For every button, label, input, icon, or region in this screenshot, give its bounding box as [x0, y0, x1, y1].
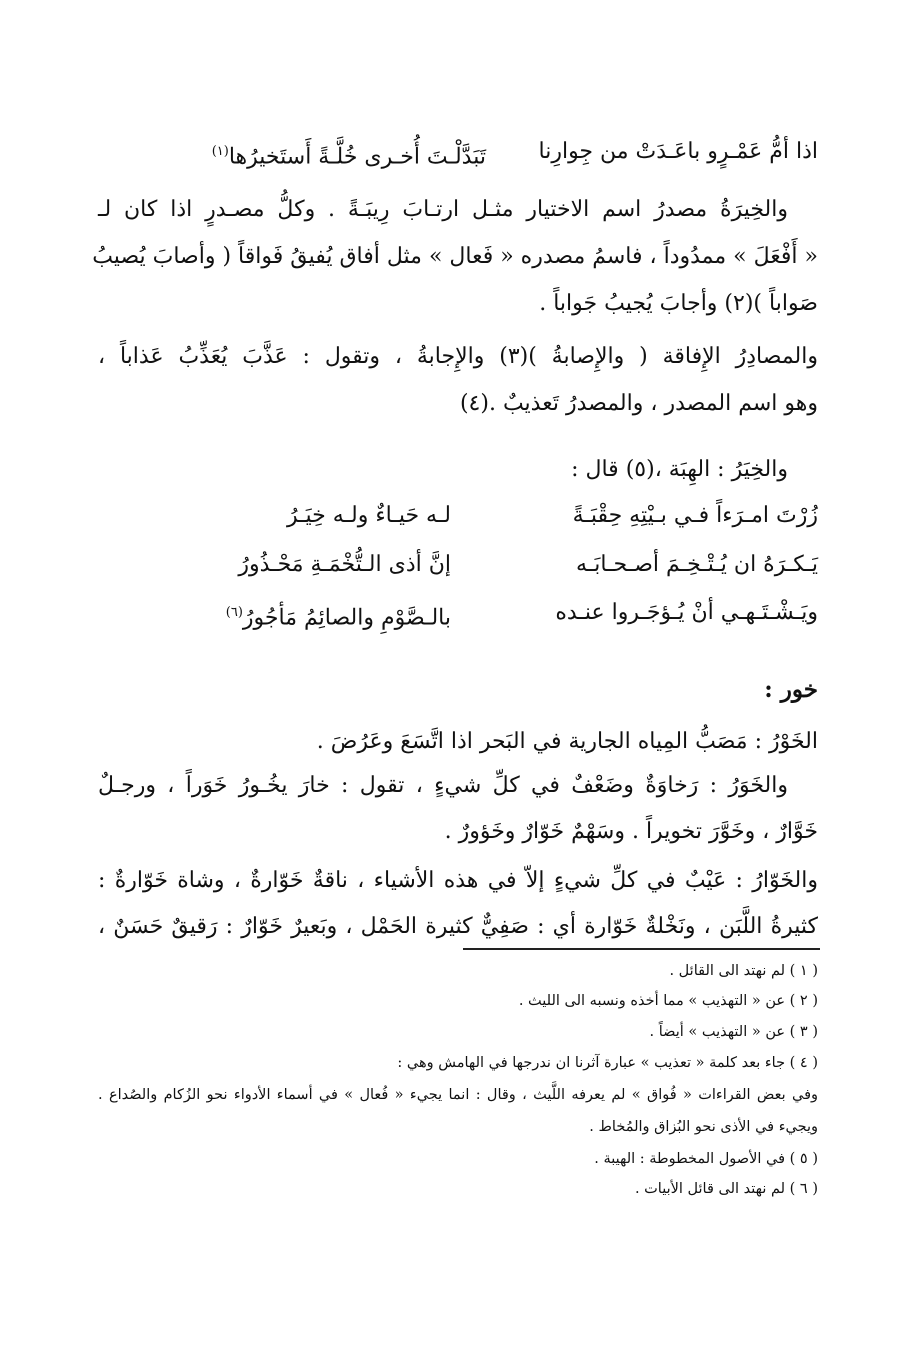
footnote: ( ١ ) لم نهتد الى القائل .: [669, 963, 818, 979]
poem-hemistich-first: يَـكـرَهُ ان يُـتْـخِـمَ أصـحـابَـه: [576, 552, 818, 577]
paragraph-line: صَواباً )(٢) وأجابَ يُجيبُ جَواباً .: [539, 291, 818, 316]
footnote: ( ٢ ) عن « التهذيب » مما أخذه ونسبه الى الليث .: [518, 993, 818, 1009]
opening-verse-first-hemistich: اذا أمُّ عَمْـرٍو باعَـدَتْ من جِوارِنا: [538, 139, 818, 164]
poem-hemistich-second: لـه حَيـاءٌ ولـه خِيَـرُ: [286, 503, 451, 528]
entry-line: خَوَّارٌ ، وخَوَّرَ تخويراً . وسَهْمٌ خَوّارٌ وخَؤورٌ .: [444, 819, 818, 844]
footnote: ( ٣ ) عن « التهذيب » أيضاً .: [649, 1024, 818, 1040]
paragraph-line: والخِيرَةُ مصدرُ اسم الاختيار مثـل ارتـابَ رِيبَـةً . وكلُّ مصـدرٍ اذا كان لـ: [98, 197, 788, 222]
entry-line: كثيرةُ اللَّبَن ، ونَخْلةٌ خَوّارة أي : صَفِيٌّ كثيرة الحَمْل ، وبَعيرٌ خَوّارٌ : رَقيقٌ حَسَنٌ ،: [98, 914, 818, 939]
footnote-continuation: وفي بعض القراءات « فُواق » لم يعرفه اللَّيث ، وقال : انما يجيء « فُعال » في أسماء الأدواء نحو الزُكام والصُداع .: [98, 1087, 818, 1103]
entry-heading: خور :: [764, 676, 818, 703]
paragraph-line: والخِيَرُ : الهِبَة ،(٥) قال :: [571, 457, 788, 482]
footnote: ( ٥ ) في الأصول المخطوطة : الهيبة .: [594, 1151, 818, 1167]
paragraph-line: والمصادِرُ الإِفاقة ( والإِصابةُ )(٣) والإِجابةُ ، وتقول : عَذَّبَ يُعَذِّبُ عَذاباً ،: [98, 344, 818, 369]
opening-verse-second-hemistich: تَبَدَّلْـتَ أُخـرى خُلَّـةً أَستَخيرُها$^{(١)}$: [211, 144, 486, 170]
footnote-ref: (٦): [225, 605, 243, 620]
poem-hemistich-first: زُرْتَ امـرَءاً فـي بـيْتِهِ حِقْبَـةً: [572, 503, 818, 528]
footnote-ref: (١): [211, 144, 229, 159]
poem-hemistich-second: بالـصَّوْمِ والصائِمُ مَأجُورُ$^{(٦)}$: [225, 605, 451, 631]
footnote: ( ٤ ) جاء بعد كلمة « تعذيب » عبارة آثرنا ان ندرجها في الهامش وهي :: [397, 1055, 818, 1071]
entry-line: والخَوَرُ : رَخاوَةٌ وضَعْفٌ في كلِّ شيءٍ ، تقول : خارَ يخُـورُ خَوَراً ، ورجـلٌ: [98, 773, 788, 798]
paragraph-line: « أَفْعَلَ » ممدُوداً ، فاسمُ مصدره « فَعال » مثل أفاق يُفيقُ فَواقاً ( وأصابَ يُصيبُ: [92, 244, 818, 269]
poem-hemistich-second: إنَّ أذى الـتُّخْمَـةِ مَحْـذُورُ: [238, 552, 451, 577]
entry-line: الخَوْرُ : مَصَبُّ المِياه الجارية في البَحر اذا اتَّسَعَ وعَرُضَ .: [316, 729, 818, 754]
footnote-continuation: ويجيء في الأذى نحو البُزاق والمُخاط .: [589, 1119, 818, 1135]
footnote-separator: [463, 948, 820, 950]
footnote: ( ٦ ) لم نهتد الى قائل الأبيات .: [634, 1181, 818, 1197]
entry-line: والخَوّارُ : عَيْبٌ في كلِّ شيءٍ إلاّ في هذه الأشياء ، ناقةٌ خَوّارةٌ ، وشاة خَوّارةٌ :: [98, 868, 818, 893]
paragraph-line: وهو اسم المصدر ، والمصدرُ تَعذيبٌ .(٤): [459, 391, 818, 416]
poem-hemistich-first: ويَـشْـتَـهـي أنْ يُـؤجَـروا عنـده: [555, 600, 818, 625]
